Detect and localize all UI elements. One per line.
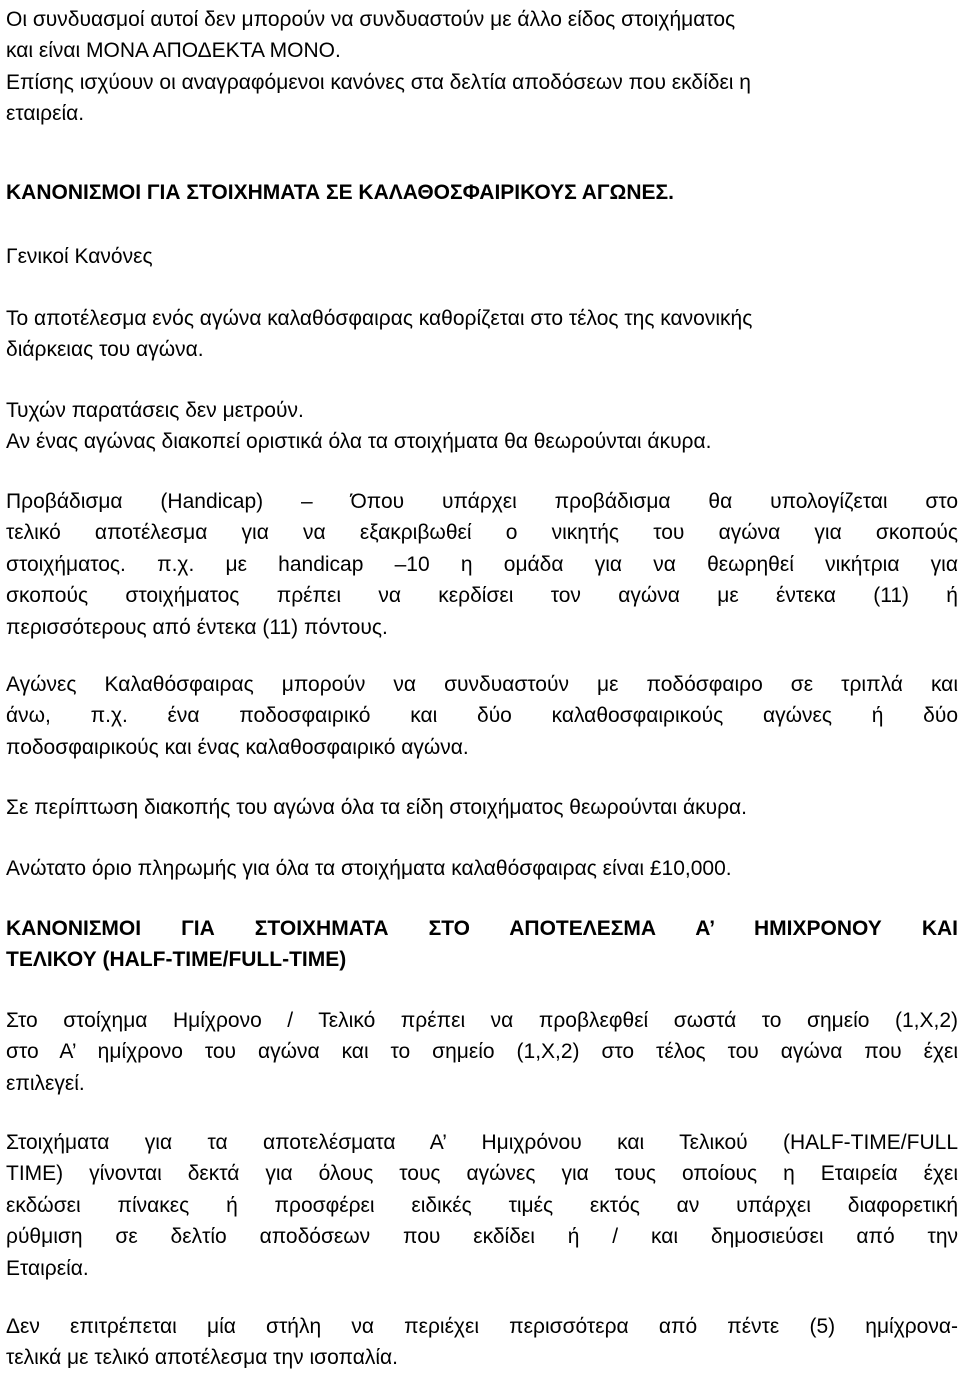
heading-line: ΤΕΛΙΚΟΥ (HALF-TIME/FULL-TIME) bbox=[6, 948, 347, 972]
text-line: Σε περίπτωση διακοπής του αγώνα όλα τα είδη στοιχήματος θεωρούνται άκυρα. bbox=[6, 796, 747, 819]
text-line: Προβάδισμα (Handicap) – Όπου υπάρχει προβάδισμα θα υπολογίζεται στο bbox=[6, 490, 958, 513]
general-rules-heading bbox=[6, 241, 958, 272]
text-line: στο Α’ ημίχρονο του αγώνα και το σημείο (1,Χ,2) στο τέλος του αγώνα που έχει bbox=[6, 1040, 958, 1064]
halftime-rules-heading bbox=[6, 913, 958, 976]
text-line: Οι συνδυασμοί αυτοί δεν μπορούν να συνδυαστούν με άλλο είδος στοιχήματος bbox=[6, 8, 736, 31]
subheading-line: Γενικοί Κανόνες bbox=[6, 245, 153, 268]
text-line: τελικό αποτέλεσμα για να εξακριβωθεί ο νικητής του αγώνα για σκοπούς bbox=[6, 521, 958, 545]
heading-line: ΚΑΝΟΝΙΣΜΟΙ ΓΙΑ ΣΤΟΙΧΗΜΑΤΑ ΣΤΟ ΑΠΟΤΕΛΕΣΜΑ Α’ ΗΜΙΧΡΟΝΟΥ ΚΑΙ bbox=[6, 917, 958, 940]
text-line: εταιρεία. bbox=[6, 102, 85, 126]
handicap-rule-paragraph bbox=[6, 486, 958, 643]
intro-paragraph bbox=[6, 4, 958, 130]
combination-rule-paragraph bbox=[6, 669, 958, 763]
text-line: σκοπούς στοιχήματος πρέπει να κερδίσει τον αγώνα με έντεκα (11) ή bbox=[6, 584, 958, 608]
text-line: επιλεγεί. bbox=[6, 1071, 85, 1095]
text-line: Τυχών παρατάσεις δεν μετρούν. bbox=[6, 399, 304, 422]
text-line: Ανώτατο όριο πληρωμής για όλα τα στοιχήματα καλαθόσφαιρας είναι £10,000. bbox=[6, 857, 732, 880]
heading-line: ΚΑΝΟΝΙΣΜΟΙ ΓΙΑ ΣΤΟΙΧΗΜΑΤΑ ΣΕ ΚΑΛΑΘΟΣΦΑΙΡΙΚΟΥΣ ΑΓΩΝΕΣ. bbox=[6, 181, 674, 204]
max-halftime-rule-paragraph bbox=[6, 1311, 958, 1374]
text-line: άνω, π.χ. ένα ποδοσφαιρικό και δύο καλαθοσφαιρικούς αγώνες ή δύο bbox=[6, 704, 958, 728]
text-line: Στο στοίχημα Ημίχρονο / Τελικό πρέπει να προβλεφθεί σωστά το σημείο (1,Χ,2) bbox=[6, 1009, 958, 1032]
text-line: Στοιχήματα για τα αποτελέσματα Α’ Ημιχρόνου και Τελικού (HALF-TIME/FULL bbox=[6, 1131, 958, 1154]
text-line: Αν ένας αγώνας διακοπεί οριστικά όλα τα στοιχήματα θα θεωρούνται άκυρα. bbox=[6, 430, 712, 454]
text-line: εκδώσει πίνακες ή προσφέρει ειδικές τιμές εκτός αν υπάρχει διαφορετική bbox=[6, 1193, 958, 1217]
payout-limit-paragraph bbox=[6, 853, 958, 884]
text-line: τελικά με τελικό αποτέλεσμα την ισοπαλία. bbox=[6, 1346, 398, 1370]
text-line: ρύθμιση σε δελτίο αποδόσεων που εκδίδει ή / και δημοσιεύσει από την bbox=[6, 1225, 958, 1249]
text-line: Εταιρεία. bbox=[6, 1256, 89, 1280]
text-line: Το αποτέλεσμα ενός αγώνα καλαθόσφαιρας καθορίζεται στο τέλος της κανονικής bbox=[6, 307, 753, 330]
text-line: και είναι ΜΟΝΑ ΑΠΟΔΕΚΤΑ ΜΟΝΟ. bbox=[6, 39, 341, 63]
text-line: Επίσης ισχύουν οι αναγραφόμενοι κανόνες στα δελτία αποδόσεων που εκδίδει η bbox=[6, 70, 751, 94]
text-line: στοιχήματος. π.χ. με handicap –10 η ομάδα για να θεωρηθεί νικήτρια για bbox=[6, 552, 958, 576]
text-line: περισσότερους από έντεκα (11) πόντους. bbox=[6, 615, 388, 639]
result-rule-paragraph bbox=[6, 303, 958, 366]
halftime-rule-paragraph bbox=[6, 1005, 958, 1099]
text-line: Δεν επιτρέπεται μία στήλη να περιέχει περισσότερα από πέντε (5) ημίχρονα- bbox=[6, 1315, 958, 1338]
text-line: TIME) γίνονται δεκτά για όλους τους αγώνες για τους οποίους η Εταιρεία έχει bbox=[6, 1162, 958, 1186]
text-line: Αγώνες Καλαθόσφαιρας μπορούν να συνδυαστούν με ποδόσφαιρο σε τριπλά και bbox=[6, 673, 958, 696]
overtime-rule-paragraph bbox=[6, 395, 958, 458]
text-line: ποδοσφαιρικούς και ένας καλαθοσφαιρικό αγώνα. bbox=[6, 735, 469, 759]
basketball-rules-heading bbox=[6, 177, 958, 208]
acceptance-rule-paragraph bbox=[6, 1127, 958, 1284]
interruption-rule-paragraph bbox=[6, 792, 958, 823]
text-line: διάρκειας του αγώνα. bbox=[6, 338, 204, 362]
